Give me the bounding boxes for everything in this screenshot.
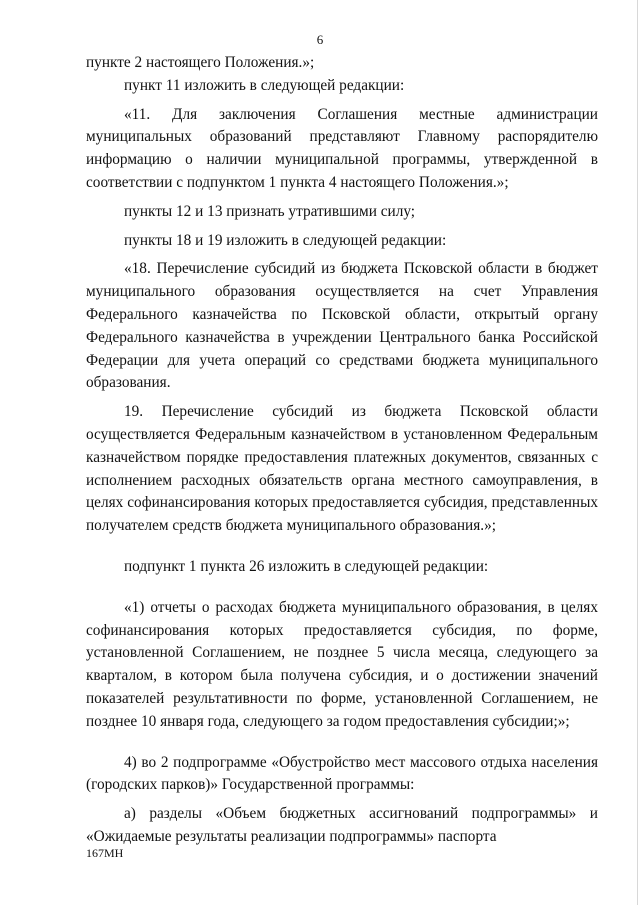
paragraph: 19. Перечисление субсидий из бюджета Псковской области осуществляется Федеральным казначейством в установленном Федеральным казначейством порядке предоставления платежных документов, связанных с исполнением расходных обязательств органа местного самоуправления, в целях софинансирования которых предоставляется субсидия, представленных получателем средств бюджета муниципального образования.»; bbox=[86, 403, 598, 535]
paragraph: пункты 12 и 13 признать утратившими силу; bbox=[124, 202, 416, 220]
paragraph: «18. Перечисление субсидий из бюджета Псковской области в бюджет муниципального образования осуществляется на счет Управления Федерального казначейства по Псковской области, открытый органу Федерального казначейства в учреждении Центрального банка Российской Федерации для учета операций со средствами бюджета муниципального образования. bbox=[86, 260, 598, 392]
paragraph: пункт 11 изложить в следующей редакции: bbox=[124, 76, 405, 94]
paragraph: а) разделы «Объем бюджетных ассигнований подпрограммы» и «Ожидаемые результаты реализации подпрограммы» паспорта bbox=[86, 805, 598, 845]
paragraph: подпункт 1 пункта 26 изложить в следующей редакции: bbox=[124, 557, 489, 575]
paragraph: 4) во 2 подпрограмме «Обустройство мест массового отдыха населения (городских парков)» Государственной программы: bbox=[86, 753, 598, 794]
page-edge bbox=[637, 0, 638, 905]
document-code: 167МН bbox=[86, 846, 124, 860]
paragraph: «1) отчеты о расходах бюджета муниципального образования, в целях софинансирования которых предоставляется субсидия, по форме, установленной Соглашением, не позднее 5 числа месяца, следующего за кварталом, в котором была получена субсидия, и о достижении значений показателей результативности по форме, установленной Соглашением, не позднее 10 января года, следующего за годом предоставления субсидии;»; bbox=[86, 598, 598, 730]
page-number: 6 bbox=[316, 32, 324, 47]
paragraph: пункты 18 и 19 изложить в следующей редакции: bbox=[124, 231, 447, 249]
paragraph: «11. Для заключения Соглашения местные администрации муниципальных образований представляют Главному распорядителю информацию о наличии муниципальной программы, утвержденной в соответствии с подпунктом 1 пункта 4 настоящего Положения.»; bbox=[86, 105, 598, 191]
paragraph: пункте 2 настоящего Положения.»; bbox=[86, 54, 315, 71]
document-body bbox=[86, 52, 598, 849]
